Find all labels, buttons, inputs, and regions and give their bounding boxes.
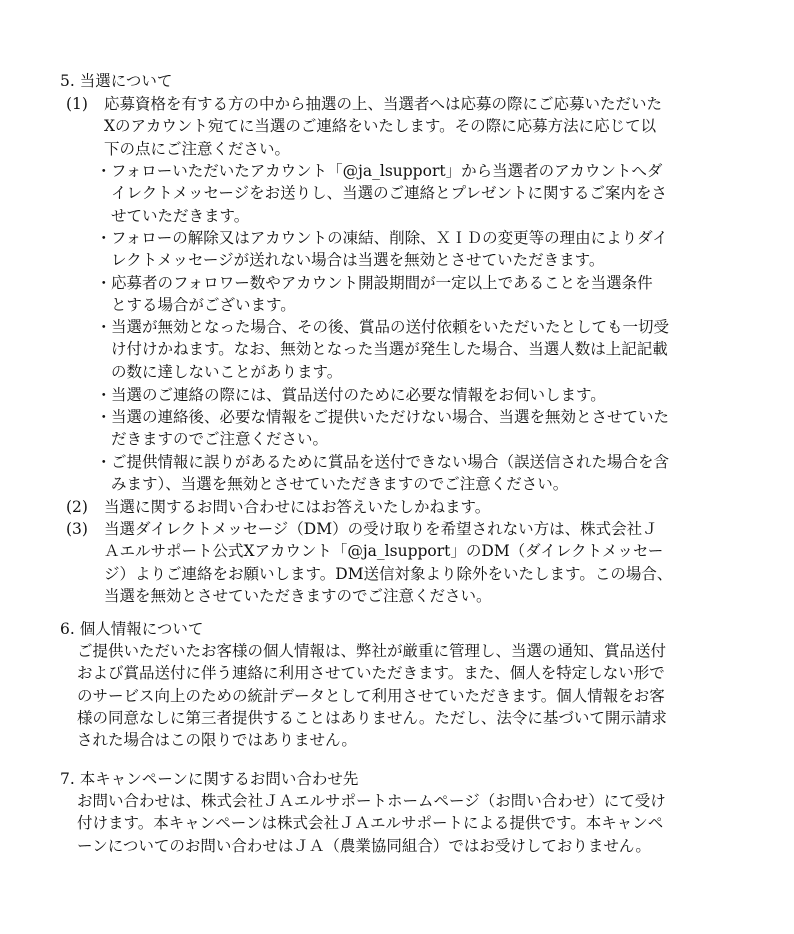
item-1-number: (1) xyxy=(66,95,88,113)
section-7-line: 付けます。本キャンペーンは株式会社ＪＡエルサポートによる提供です。本キャンペ xyxy=(77,814,664,833)
item-1-text xyxy=(104,93,662,160)
section-6-line: のサービス向上のための統計データとして利用させていただきます。個人情報をお客 xyxy=(77,686,665,705)
bullet-line: せていただきます。 xyxy=(111,206,250,225)
section-7-body xyxy=(77,790,666,857)
bullet-line: フォローいただいたアカウント「@ja_lsupport」から当選者のアカウントへダ xyxy=(111,162,663,180)
section-6-heading: 6. 個人情報について xyxy=(60,620,204,638)
bullet-line: だきますのでご注意ください。 xyxy=(111,430,329,449)
bullet-line: 応募者のフォロワー数やアカウント開設期間が一定以上であることを当選条件 xyxy=(111,274,653,292)
item-3-line: 当選ダイレクトメッセージ（DM）の受け取りを希望されない方は、株式会社Ｊ xyxy=(104,520,658,538)
bullet-line: イレクトメッセージをお送りし、当選のご連絡とプレゼントに関するご案内をさ xyxy=(111,184,667,203)
bullet-marker: ・ xyxy=(96,318,112,336)
bullet-marker: ・ xyxy=(96,408,112,426)
bullet-line: け付けかねます。なお、無効となった当選が発生した場合、当選人数は上記記載 xyxy=(111,340,668,359)
bullet-marker: ・ xyxy=(96,453,112,471)
bullet-line: 当選が無効となった場合、その後、賞品の送付依頼をいただいたとしても一切受 xyxy=(111,318,670,336)
item-1-line: 下の点にご注意ください。 xyxy=(104,139,291,158)
section-7-line: ーンについてのお問い合わせはＪＡ（農業協同組合）ではお受けしておりません。 xyxy=(77,836,651,855)
bullet-line: 当選のご連絡の際には、賞品送付のために必要な情報をお伺いします。 xyxy=(111,386,606,404)
bullet-item xyxy=(111,384,606,406)
item-1-line: 応募資格を有する方の中から抽選の上、当選者へは応募の際にご応募いただいた xyxy=(104,95,663,113)
item-2-line: 当選に関するお問い合わせにはお答えいたしかねます。 xyxy=(104,498,491,516)
bullet-line: 当選の連絡後、必要な情報をご提供いただけない場合、当選を無効とさせていた xyxy=(111,408,670,426)
item-3-line: 当選を無効とさせていただきますのでご注意ください。 xyxy=(104,586,492,605)
section-6-line: された場合はこの限りではありません。 xyxy=(77,731,357,750)
bullet-line: みます）、当選を無効とさせていただきますのでご注意ください。 xyxy=(111,475,569,494)
section-6-body xyxy=(77,640,667,751)
item-2-text xyxy=(104,496,490,518)
bullet-item xyxy=(111,160,667,227)
bullet-line: の数に達しないことがあります。 xyxy=(111,362,343,381)
bullet-item xyxy=(111,272,653,317)
bullet-marker: ・ xyxy=(96,162,112,180)
item-1-line: Xのアカウント宛てに当選のご連絡をいたします。その際に応募方法に応じて以 xyxy=(104,117,657,136)
section-7-line: お問い合わせは、株式会社ＪＡエルサポートホームページ（お問い合わせ）にて受け xyxy=(77,792,666,810)
bullet-marker: ・ xyxy=(96,274,112,292)
section-6-line: および賞品送付に伴う連絡に利用させていただきます。また、個人を特定しない形で xyxy=(77,664,665,683)
bullet-item xyxy=(111,406,669,451)
section-6-line: 様の同意なしに第三者提供することはありません。ただし、法令に基づいて開示請求 xyxy=(77,708,667,727)
item-2-number: (2) xyxy=(66,498,88,516)
item-3-line: ジ）よりご連絡をお願いします。DM送信対象より除外をいたします。この場合、 xyxy=(104,564,673,583)
bullet-marker: ・ xyxy=(96,386,112,404)
bullet-item xyxy=(111,316,669,383)
item-3-text xyxy=(104,518,672,607)
bullet-marker: ・ xyxy=(96,229,112,247)
section-5-heading: 5. 当選について xyxy=(60,72,173,90)
bullet-item xyxy=(111,227,668,272)
bullet-line: ご提供情報に誤りがあるために賞品を送付できない場合（誤送信された場合を含 xyxy=(111,453,670,471)
section-6-line: ご提供いただいたお客様の個人情報は、弊社が厳重に管理し、当選の通知、賞品送付 xyxy=(77,642,667,660)
section-7-heading: 7. 本キャンペーンに関するお問い合わせ先 xyxy=(60,770,359,788)
item-3-number: (3) xyxy=(66,520,88,538)
item-3-line: Ａエルサポート公式Xアカウント「@ja_lsupport」のDM（ダイレクトメッセー xyxy=(104,542,664,561)
bullet-line: レクトメッセージが送れない場合は当選を無効とさせていただきます。 xyxy=(111,251,605,270)
bullet-line: とする場合がございます。 xyxy=(111,296,296,315)
bullet-item xyxy=(111,451,669,496)
bullet-line: フォローの解除又はアカウントの凍結、削除、ＸＩＤの変更等の理由によりダイ xyxy=(111,229,668,247)
